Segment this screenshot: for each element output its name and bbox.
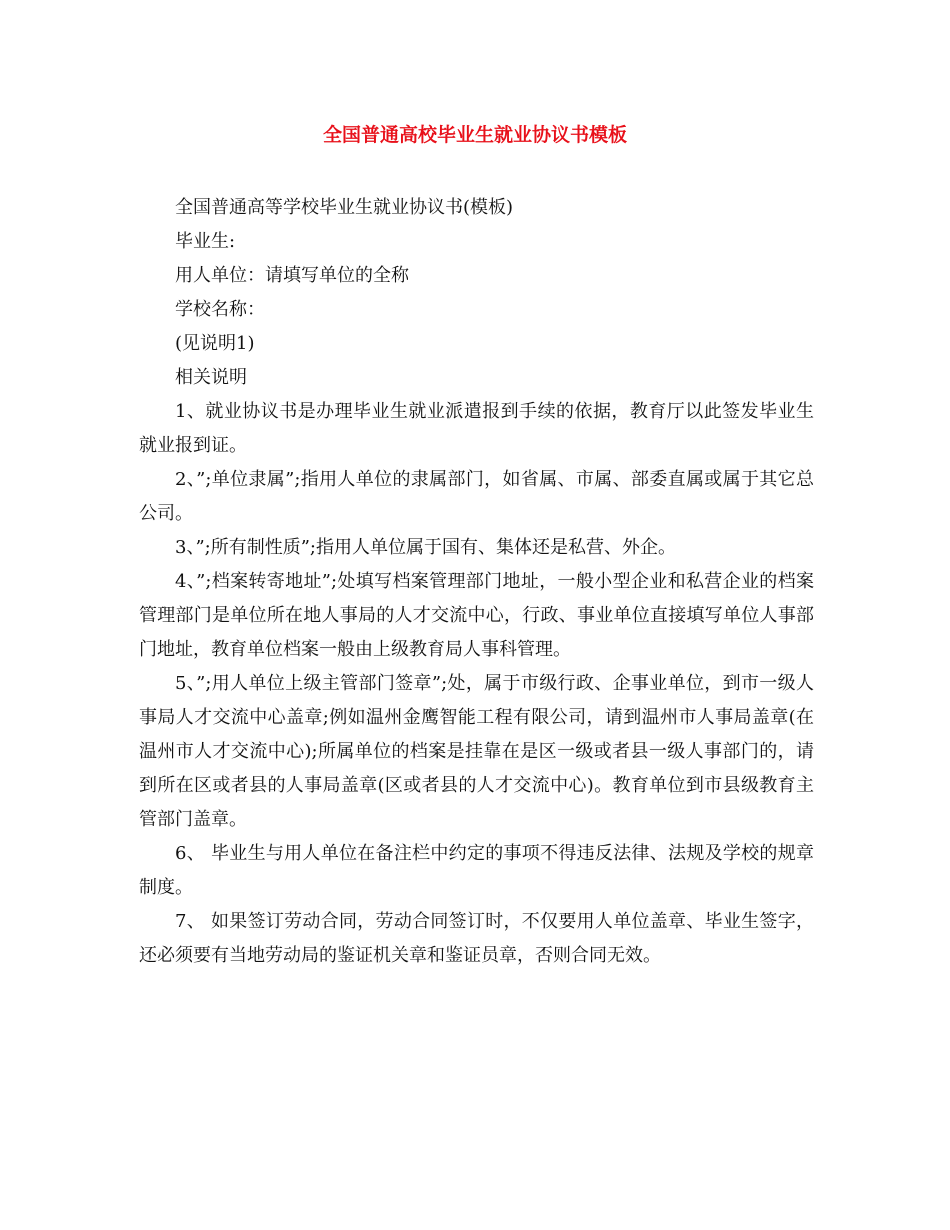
note-item-1: 1、就业协议书是办理毕业生就业派遣报到手续的依据，教育厅以此签发毕业生就业报到证。: [139, 401, 814, 456]
note-item-2: 2、”;单位隶属”;指用人单位的隶属部门，如省属、市属、部委直属或属于其它总公司。: [139, 469, 814, 524]
note-item-7: 7、 如果签订劳动合同，劳动合同签订时，不仅要用人单位盖章、毕业生签字，还必须要有当地劳动局的鉴证机关章和鉴证员章，否则合同无效。: [139, 911, 814, 966]
note-item-6: 6、 毕业生与用人单位在备注栏中约定的事项不得违反法律、法规及学校的规章制度。: [139, 843, 814, 898]
document-title: 全国普通高校毕业生就业协议书模板: [322, 124, 627, 146]
school-name-label-line: 学校名称：: [175, 299, 265, 320]
note-item-3: 3、”;所有制性质”;指用人单位属于国有、集体还是私营、外企。: [175, 537, 676, 558]
see-note-line: (见说明1): [175, 333, 255, 354]
graduate-label-line: 毕业生:: [175, 231, 236, 252]
notes-heading: 相关说明: [175, 367, 247, 388]
note-item-5: 5、”;用人单位上级主管部门签章”;处，属于市级行政、企事业单位，到市一级人事局人才交流中心盖章;例如温州金鹰智能工程有限公司，请到温州市人事局盖章(在温州市人才交流中心);所属单位的档案是挂靠在是区一级或者县一级人事部门的，请到所在区或者县的人事局盖章(区或者县的人才交流中心)。教育单位到市县级教育主管部门盖章。: [139, 673, 814, 830]
employer-label-line: 用人单位：请填写单位的全称: [175, 265, 409, 286]
agreement-heading-line: 全国普通高等学校毕业生就业协议书(模板): [175, 197, 514, 218]
document-body: [139, 191, 814, 973]
note-item-4: 4、”;档案转寄地址”;处填写档案管理部门地址，一般小型企业和私营企业的档案管理部门是单位所在地人事局的人才交流中心，行政、事业单位直接填写单位人事部门地址，教育单位档案一般由上级教育局人事科管理。: [139, 571, 814, 660]
